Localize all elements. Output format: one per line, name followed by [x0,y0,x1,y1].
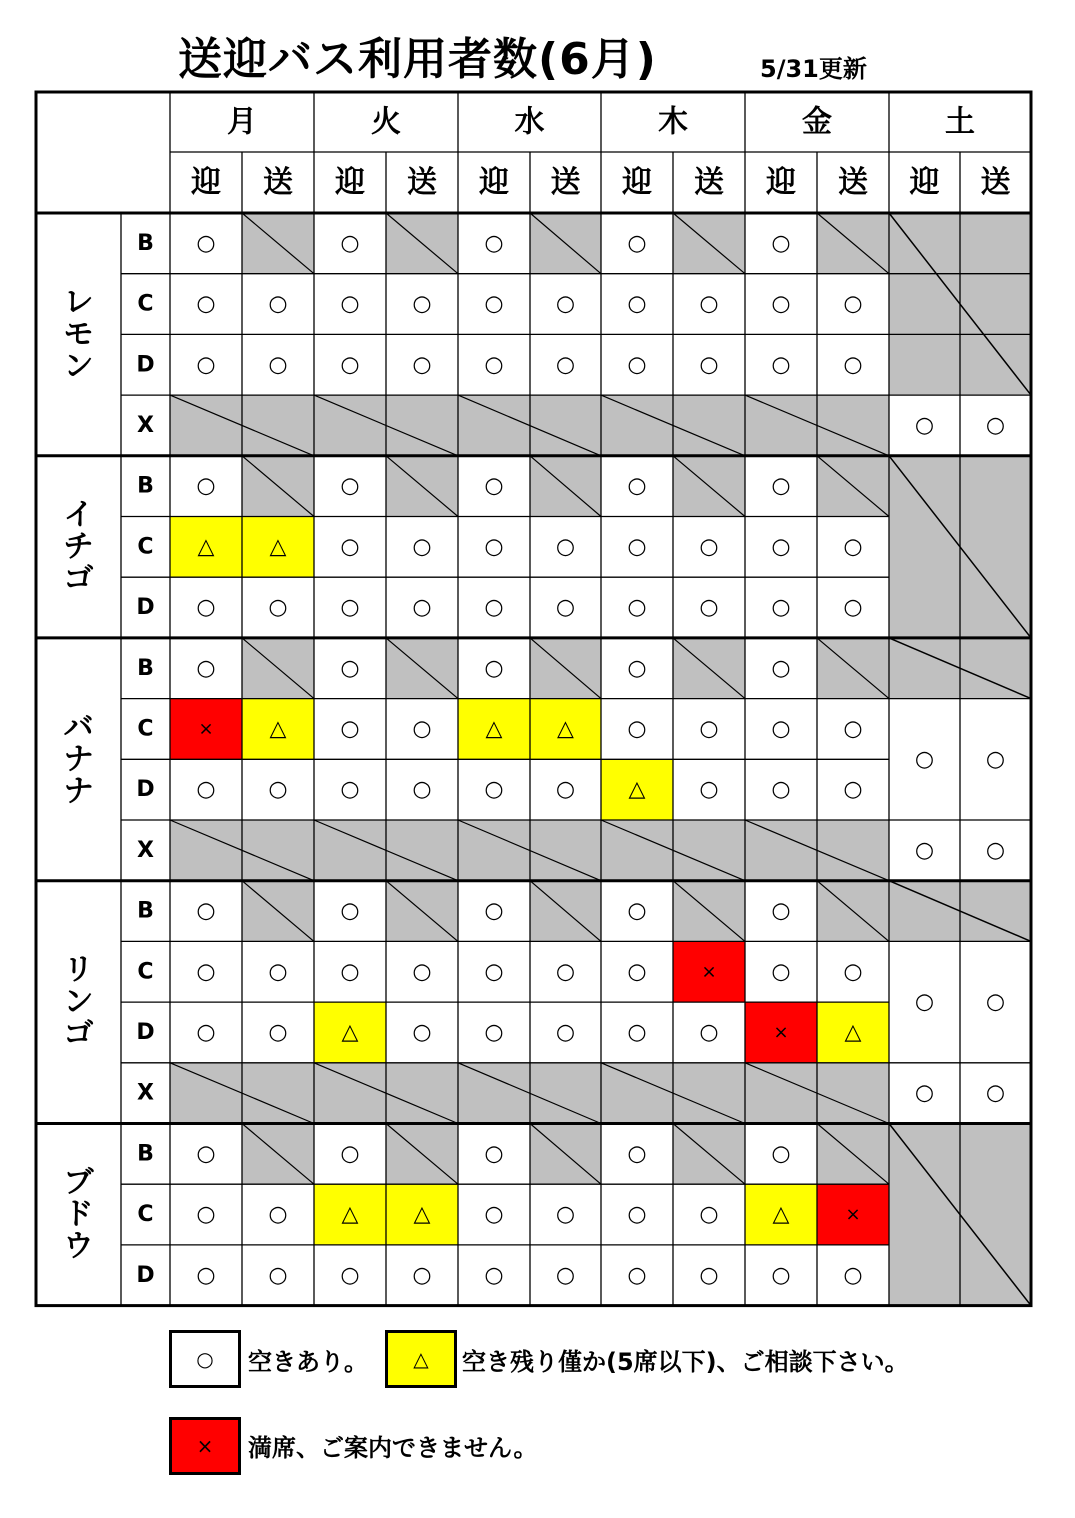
status-mark: ○ [985,1080,1006,1106]
status-mark: ○ [627,595,647,621]
status-mark: ○ [196,291,216,317]
status-mark: ○ [555,1019,576,1045]
group-name-char: ブ [63,1165,94,1201]
status-mark: ○ [843,291,863,317]
status-mark: ○ [627,1141,647,1167]
status-mark: ○ [555,291,576,317]
status-mark: △ [269,716,287,742]
status-mark: ○ [196,1019,216,1045]
status-mark: ○ [340,230,360,256]
status-mark: ○ [985,837,1006,863]
pickup-header-2: 迎 [479,165,509,200]
status-mark: ○ [268,1262,288,1288]
status-mark: ○ [699,716,719,742]
status-mark: ○ [843,716,863,742]
course-label: B [137,1141,154,1167]
status-mark: ○ [268,1202,288,1228]
day-header-1: 火 [371,104,401,140]
status-mark: ○ [196,473,216,499]
legend-few-swatch [385,1330,457,1388]
group-name-char: レ [63,284,94,320]
status-mark: ○ [627,473,647,499]
legend-available-text: 空きあり。 [248,1348,368,1376]
status-mark: ○ [914,746,935,772]
day-header-3: 木 [658,104,688,140]
updated-date: 5/31更新 [760,55,867,83]
status-mark: ○ [771,352,791,378]
status-mark: ○ [196,898,216,924]
status-mark: ○ [196,1202,216,1228]
group-name-char: チ [63,529,94,565]
course-label: B [137,655,154,681]
status-mark: ○ [699,1202,719,1228]
course-label: C [137,1202,154,1228]
status-mark: ○ [196,595,216,621]
status-mark: ○ [340,1262,360,1288]
status-mark: ○ [484,1019,504,1045]
group-name-char: ン [63,348,94,384]
status-mark: ○ [484,1141,504,1167]
status-mark: ○ [914,837,935,863]
status-mark: ○ [771,898,791,924]
status-mark: ○ [484,473,504,499]
status-mark: △ [485,716,503,742]
dropoff-header-3: 送 [694,165,724,200]
status-mark: ○ [412,534,432,560]
status-mark: ○ [627,655,647,681]
status-mark: ○ [555,595,576,621]
status-mark: ○ [843,777,863,803]
status-mark: ○ [268,595,288,621]
status-mark: ○ [412,291,432,317]
status-mark: ○ [196,352,216,378]
dropoff-header-1: 送 [407,165,437,200]
course-label: X [137,1080,154,1106]
status-mark: ○ [914,1080,935,1106]
status-mark: ○ [843,595,863,621]
status-mark: ○ [484,898,504,924]
course-label: B [137,473,154,499]
status-mark: ○ [555,352,576,378]
page-title: 送迎バス利用者数(6月) [178,34,657,85]
status-mark: ○ [771,595,791,621]
status-mark: ○ [412,777,432,803]
status-mark: ○ [340,959,360,985]
status-mark: ○ [771,777,791,803]
group-name-char: バ [63,709,94,745]
status-mark: ○ [771,291,791,317]
status-mark: △ [557,716,574,742]
status-mark: ○ [268,291,288,317]
status-mark: ○ [914,412,935,438]
status-mark: ○ [484,959,504,985]
status-mark: ○ [412,595,432,621]
status-mark: △ [341,1202,359,1228]
status-mark: ○ [699,291,719,317]
status-mark: ○ [771,655,791,681]
status-mark: ○ [627,716,647,742]
dropoff-header-4: 送 [838,165,868,200]
status-mark: ○ [412,1019,432,1045]
status-mark: ○ [771,473,791,499]
course-label: B [137,898,154,924]
status-mark: △ [844,1019,862,1045]
status-mark: ○ [268,777,288,803]
status-mark: ○ [196,959,216,985]
group-name-char: モ [63,316,94,352]
status-mark: ○ [484,1262,504,1288]
status-mark: ○ [627,1202,647,1228]
status-mark: ○ [340,473,360,499]
status-mark: ○ [627,534,647,560]
status-mark: ○ [340,898,360,924]
status-mark: ○ [555,777,576,803]
status-mark: ○ [843,959,863,985]
group-name-char: ナ [63,773,94,809]
status-mark: ○ [268,352,288,378]
group-name-char: イ [63,497,94,533]
status-mark: ○ [340,716,360,742]
status-mark: ○ [340,1141,360,1167]
course-label: X [137,837,154,863]
legend-full-text: 満席、ご案内できません。 [248,1434,538,1462]
status-mark: ○ [484,1202,504,1228]
course-label: B [137,230,154,256]
status-mark: ○ [484,230,504,256]
pickup-header-5: 迎 [909,165,940,200]
course-label: C [137,959,154,985]
status-mark: ○ [699,352,719,378]
status-mark: ○ [627,1262,647,1288]
status-mark: ○ [196,777,216,803]
group-name-char: ナ [63,741,94,777]
status-mark: ○ [268,1019,288,1045]
status-mark: ○ [843,534,863,560]
legend-few-symbol: △ [413,1347,429,1371]
status-mark: ○ [555,534,576,560]
legend-available-symbol: ○ [196,1347,214,1371]
course-label: X [137,412,154,438]
status-mark: ○ [699,777,719,803]
status-mark: ○ [627,230,647,256]
status-mark: ○ [627,352,647,378]
pickup-header-0: 迎 [191,165,221,200]
status-mark: ○ [985,746,1006,772]
status-mark: ○ [843,1262,863,1288]
legend-few-text: 空き残り僅か(5席以下)、ご相談下さい。 [462,1348,909,1376]
status-mark: ○ [412,959,432,985]
pickup-header-1: 迎 [335,165,365,200]
course-label: C [137,291,154,317]
status-mark: ○ [340,352,360,378]
group-name-char: ゴ [63,561,94,597]
status-mark: ○ [771,534,791,560]
status-mark: ○ [412,1262,432,1288]
status-mark: ○ [196,1141,216,1167]
status-mark: △ [772,1202,790,1228]
pickup-header-3: 迎 [622,165,652,200]
group-name-char: ゴ [63,1016,94,1052]
legend-available-swatch [169,1330,241,1388]
status-mark: ○ [771,1262,791,1288]
status-mark: ○ [699,1262,719,1288]
status-mark: ○ [340,534,360,560]
status-mark: ○ [484,655,504,681]
status-mark: ○ [771,1141,791,1167]
status-mark: ○ [771,230,791,256]
status-mark: ○ [340,777,360,803]
status-mark: △ [628,777,646,803]
course-label: D [136,595,155,621]
status-mark: × [773,1021,789,1043]
dropoff-header-5: 送 [980,165,1011,200]
status-mark: ○ [484,777,504,803]
dropoff-header-2: 送 [550,165,581,200]
dropoff-header-0: 送 [263,165,293,200]
status-mark: ○ [771,716,791,742]
status-mark: ○ [268,959,288,985]
status-mark: ○ [196,1262,216,1288]
status-mark: ○ [484,595,504,621]
course-label: D [136,1019,155,1045]
status-mark: ○ [699,595,719,621]
status-mark: × [845,1204,861,1226]
status-mark: ○ [196,230,216,256]
status-mark: ○ [627,898,647,924]
day-header-0: 月 [227,104,257,140]
course-label: C [137,716,154,742]
day-header-2: 水 [514,104,545,140]
status-mark: ○ [555,1262,576,1288]
status-mark: ○ [699,534,719,560]
status-mark: ○ [843,352,863,378]
status-mark: △ [413,1202,431,1228]
status-mark: ○ [484,534,504,560]
status-mark: ○ [340,655,360,681]
pickup-header-4: 迎 [766,165,796,200]
status-mark: ○ [555,1202,576,1228]
status-mark: ○ [627,959,647,985]
group-name-char: ウ [63,1229,94,1265]
legend-full-swatch [169,1417,241,1475]
status-mark: × [198,718,214,740]
status-mark: ○ [484,291,504,317]
status-mark: ○ [985,989,1006,1015]
course-label: D [136,352,155,378]
status-mark: ○ [914,989,935,1015]
status-mark: ○ [627,1019,647,1045]
day-header-4: 金 [802,104,832,140]
status-mark: ○ [484,352,504,378]
status-mark: ○ [555,959,576,985]
group-name-char: ン [63,984,94,1020]
course-label: C [137,534,154,560]
status-mark: △ [269,534,287,560]
status-mark: ○ [196,655,216,681]
status-mark: ○ [340,291,360,317]
group-name-char: リ [63,952,94,988]
day-header-5: 土 [945,104,975,140]
course-label: D [136,1262,155,1288]
status-mark: ○ [985,412,1006,438]
status-mark: ○ [412,716,432,742]
status-mark: ○ [412,352,432,378]
status-mark: ○ [627,291,647,317]
status-mark: △ [197,534,215,560]
course-label: D [136,777,155,803]
group-name-char: ド [63,1197,94,1233]
status-mark: △ [341,1019,359,1045]
legend-full-symbol: × [196,1434,214,1458]
status-mark: × [701,961,717,983]
status-mark: ○ [771,959,791,985]
status-mark: ○ [699,1019,719,1045]
status-mark: ○ [340,595,360,621]
